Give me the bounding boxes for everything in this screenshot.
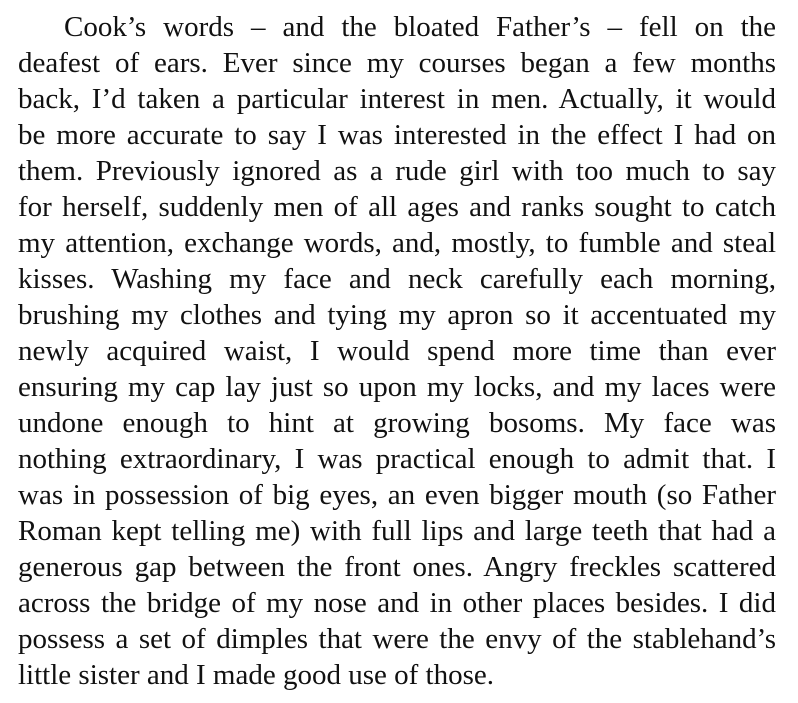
document-page [18, 9, 776, 693]
text-line: back, I’d taken a particular interest in men. Actually, it would [18, 83, 776, 115]
text-line: for herself, suddenly men of all ages and ranks sought to catch [18, 191, 776, 223]
text-line: deafest of ears. Ever since my courses began a few months [18, 47, 776, 79]
text-line: them. Previously ignored as a rude girl with too much to say [18, 155, 776, 187]
text-line: Cook’s words – and the bloated Father’s – fell on the [64, 11, 776, 43]
text-line: little sister and I made good use of those. [18, 659, 494, 691]
text-line: kisses. Washing my face and neck carefully each morning, [18, 263, 776, 295]
text-line: generous gap between the front ones. Angry freckles scattered [18, 551, 776, 583]
text-line: undone enough to hint at growing bosoms. My face was [18, 407, 776, 439]
text-line: be more accurate to say I was interested in the effect I had on [18, 119, 776, 151]
text-line: brushing my clothes and tying my apron so it accentuated my [18, 299, 776, 331]
body-paragraph [18, 9, 776, 693]
text-line: was in possession of big eyes, an even bigger mouth (so Father [18, 479, 776, 511]
text-line: my attention, exchange words, and, mostly, to fumble and steal [18, 227, 776, 259]
text-line: possess a set of dimples that were the envy of the stablehand’s [18, 623, 776, 655]
text-line: ensuring my cap lay just so upon my locks, and my laces were [18, 371, 776, 403]
text-line: Roman kept telling me) with full lips and large teeth that had a [18, 515, 776, 547]
text-line: newly acquired waist, I would spend more time than ever [18, 335, 776, 367]
text-line: nothing extraordinary, I was practical enough to admit that. I [18, 443, 776, 475]
text-line: across the bridge of my nose and in other places besides. I did [18, 587, 776, 619]
